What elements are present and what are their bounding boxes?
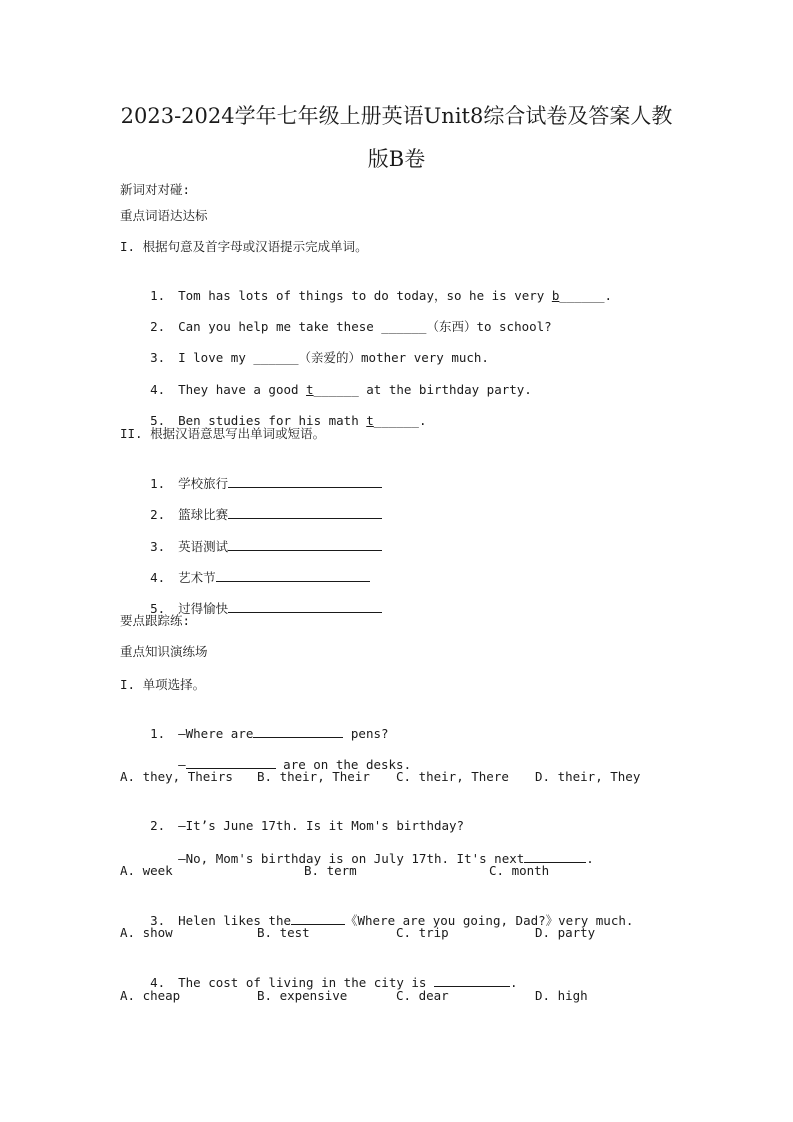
answer-blank (253, 724, 343, 738)
section1-part1-title: I. 根据句意及首字母或汉语提示完成单词。 (120, 239, 368, 254)
item-text: 篮球比赛 (178, 507, 229, 522)
item-text-end: ______. (373, 413, 427, 428)
answer-blank (228, 599, 382, 613)
option-b: B. expensive (257, 988, 348, 1003)
section2-heading: 要点跟踪练: (120, 613, 191, 628)
option-b: B. term (304, 863, 357, 878)
answer-blank (216, 568, 370, 582)
page-title-line1: 2023-2024学年七年级上册英语Unit8综合试卷及答案人教 (120, 104, 673, 128)
question-text-end: 《Where are you going, Dad?》very much. (345, 913, 634, 928)
answer-blank (228, 537, 382, 551)
question-text: — (178, 757, 186, 772)
item-number: 3. (150, 350, 166, 365)
question-text-end: . (586, 851, 594, 866)
item-text: Can you help me take these ______（东西）to school? (178, 319, 552, 334)
option-b: B. test (257, 925, 310, 940)
answer-blank (434, 973, 510, 987)
option-d: D. their, They (535, 769, 641, 784)
option-d: D. high (535, 988, 588, 1003)
question-text-end: are on the desks. (275, 757, 412, 772)
option-c: C. their, There (396, 769, 509, 784)
answer-blank (228, 474, 382, 488)
section1-subheading: 重点词语达达标 (120, 208, 208, 223)
item-number: 2. (150, 507, 166, 522)
hint-letter: t (366, 413, 374, 428)
item-text: Ben studies for his math (178, 413, 367, 428)
item-number: 2. (150, 319, 166, 334)
item-text-end: ______. (559, 288, 613, 303)
item-text: I love my ______（亲爱的）mother very much. (178, 350, 489, 365)
section1-part2-title: II. 根据汉语意思写出单词或短语。 (120, 426, 326, 441)
item-number: 1. (150, 288, 166, 303)
item-number: 1. (150, 476, 166, 491)
hint-letter: t (306, 382, 314, 397)
section2-part1-title: I. 单项选择。 (120, 677, 206, 692)
question-number: 2. (150, 818, 166, 833)
option-c: C. trip (396, 925, 449, 940)
item-text: 英语测试 (178, 539, 229, 554)
question-text-end: pens? (343, 726, 389, 741)
section1-heading: 新词对对碰: (120, 182, 191, 197)
question-number: 4. (150, 975, 166, 990)
page-title-line2: 版B卷 (367, 147, 426, 171)
item-number: 5. (150, 601, 166, 616)
item-number: 5. (150, 413, 166, 428)
item-text: Tom has lots of things to do today，so he is very (178, 288, 552, 303)
question-text: —Where are (178, 726, 254, 741)
option-a: A. cheap (120, 988, 181, 1003)
question-text: The cost of living in the city is (178, 975, 434, 990)
answer-blank (186, 755, 276, 769)
answer-blank (291, 911, 345, 925)
item-text: They have a good (178, 382, 307, 397)
question-number: 3. (150, 913, 166, 928)
option-b: B. their, Their (257, 769, 370, 784)
item-text: 学校旅行 (178, 476, 229, 491)
item-text: 艺术节 (178, 570, 216, 585)
item-text-end: ______ at the birthday party. (313, 382, 532, 397)
question-number: 1. (150, 726, 166, 741)
option-a: A. week (120, 863, 173, 878)
question-text: —No, Mom's birthday is on July 17th. It's next (178, 851, 525, 866)
answer-blank (524, 849, 586, 863)
item-number: 3. (150, 539, 166, 554)
option-c: C. month (489, 863, 550, 878)
question-text-end: . (509, 975, 518, 990)
item-number: 4. (150, 570, 166, 585)
answer-blank (228, 505, 382, 519)
option-d: D. party (535, 925, 596, 940)
hint-letter: b (551, 288, 560, 303)
item-text: 过得愉快 (178, 601, 229, 616)
option-c: C. dear (396, 988, 449, 1003)
item-number: 4. (150, 382, 166, 397)
option-a: A. they, Theirs (120, 769, 233, 784)
option-a: A. show (120, 925, 173, 940)
question-text: Helen likes the (178, 913, 291, 928)
question-text: —It’s June 17th. Is it Mom's birthday? (178, 818, 465, 833)
section2-subheading: 重点知识演练场 (120, 644, 208, 659)
